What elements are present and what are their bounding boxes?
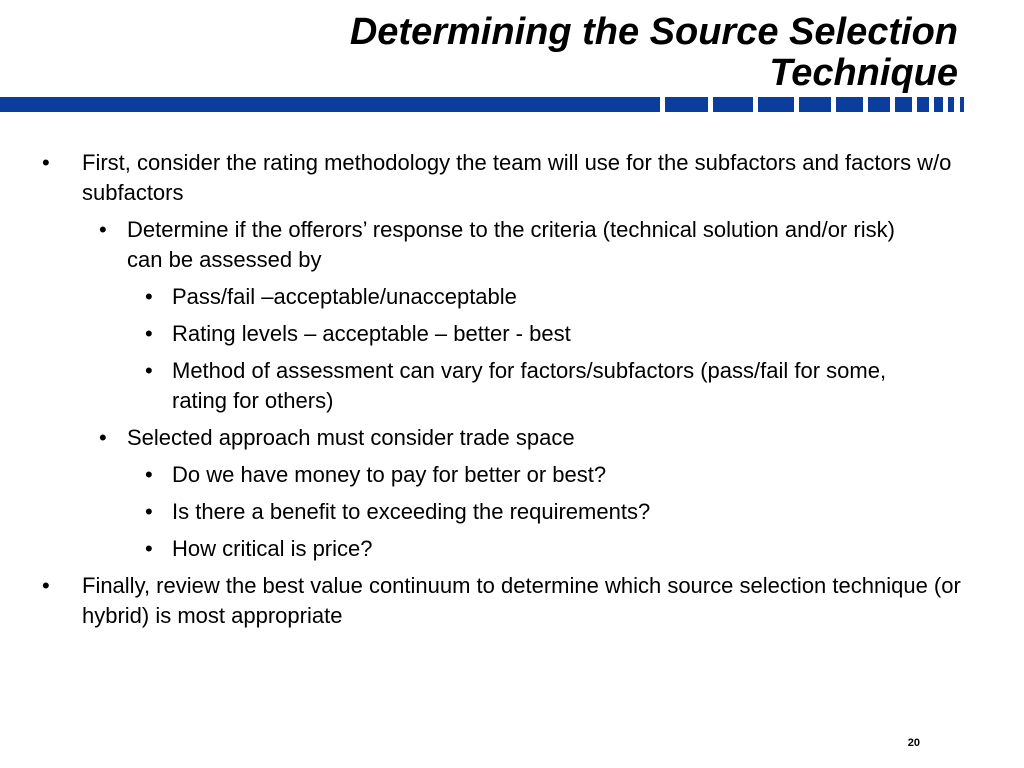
title-divider-bar <box>0 97 970 112</box>
bullet-marker: • <box>145 321 153 346</box>
title-divider-segment <box>836 97 863 112</box>
bullet-text: How critical is price? <box>172 536 373 561</box>
bullet-text: Is there a benefit to exceeding the requirements? <box>172 499 651 524</box>
title-divider-segment <box>960 97 964 112</box>
title-divider-segment <box>895 97 912 112</box>
bullet-text: Determine if the offerors’ response to the criteria (technical solution and/or risk) can be assessed by <box>127 217 895 272</box>
bullet-item-level-1 <box>0 148 1024 208</box>
bullet-marker: • <box>145 462 153 487</box>
bullet-text: Selected approach must consider trade space <box>127 425 575 450</box>
bullet-text: Rating levels – acceptable – better - best <box>172 321 571 346</box>
bullet-item-level-3 <box>0 282 1024 312</box>
bullet-item-level-3 <box>0 534 1024 564</box>
title-divider-segment <box>799 97 831 112</box>
bullet-item-level-1 <box>0 571 1024 631</box>
bullet-item-level-2 <box>0 423 1024 453</box>
title-divider-main <box>0 97 660 112</box>
title-divider-segment <box>948 97 954 112</box>
bullet-marker: • <box>145 358 153 383</box>
page-number: 20 <box>907 737 920 749</box>
slide-title-line-2: Technique <box>769 52 958 94</box>
title-divider-segment <box>868 97 890 112</box>
title-divider-segment <box>917 97 929 112</box>
bullet-text: Finally, review the best value continuum to determine which source selection technique (or hybrid) is most appropriate <box>82 573 961 628</box>
bullet-marker: • <box>145 499 153 524</box>
bullet-marker: • <box>42 150 50 175</box>
bullet-item-level-3 <box>0 356 1024 416</box>
bullet-text: Do we have money to pay for better or best? <box>172 462 607 487</box>
bullet-text: First, consider the rating methodology the team will use for the subfactors and factors w/o subfactors <box>82 150 952 205</box>
slide-title-line-1: Determining the Source Selection <box>349 11 958 53</box>
bullet-text: Method of assessment can vary for factors/subfactors (pass/fail for some, rating for others) <box>172 358 887 413</box>
title-divider-segment <box>758 97 794 112</box>
bullet-item-level-3 <box>0 460 1024 490</box>
bullet-item-level-3 <box>0 497 1024 527</box>
bullet-marker: • <box>99 425 107 450</box>
bullet-marker: • <box>99 217 107 242</box>
title-divider-segment <box>934 97 943 112</box>
bullet-item-level-3 <box>0 319 1024 349</box>
bullet-marker: • <box>42 573 50 598</box>
title-divider-segment <box>665 97 708 112</box>
bullet-marker: • <box>145 284 153 309</box>
bullet-marker: • <box>145 536 153 561</box>
bullet-item-level-2 <box>0 215 1024 275</box>
title-divider-segment <box>713 97 753 112</box>
bullet-list <box>0 148 1024 638</box>
bullet-text: Pass/fail –acceptable/unacceptable <box>172 284 517 309</box>
slide-title <box>58 12 958 94</box>
